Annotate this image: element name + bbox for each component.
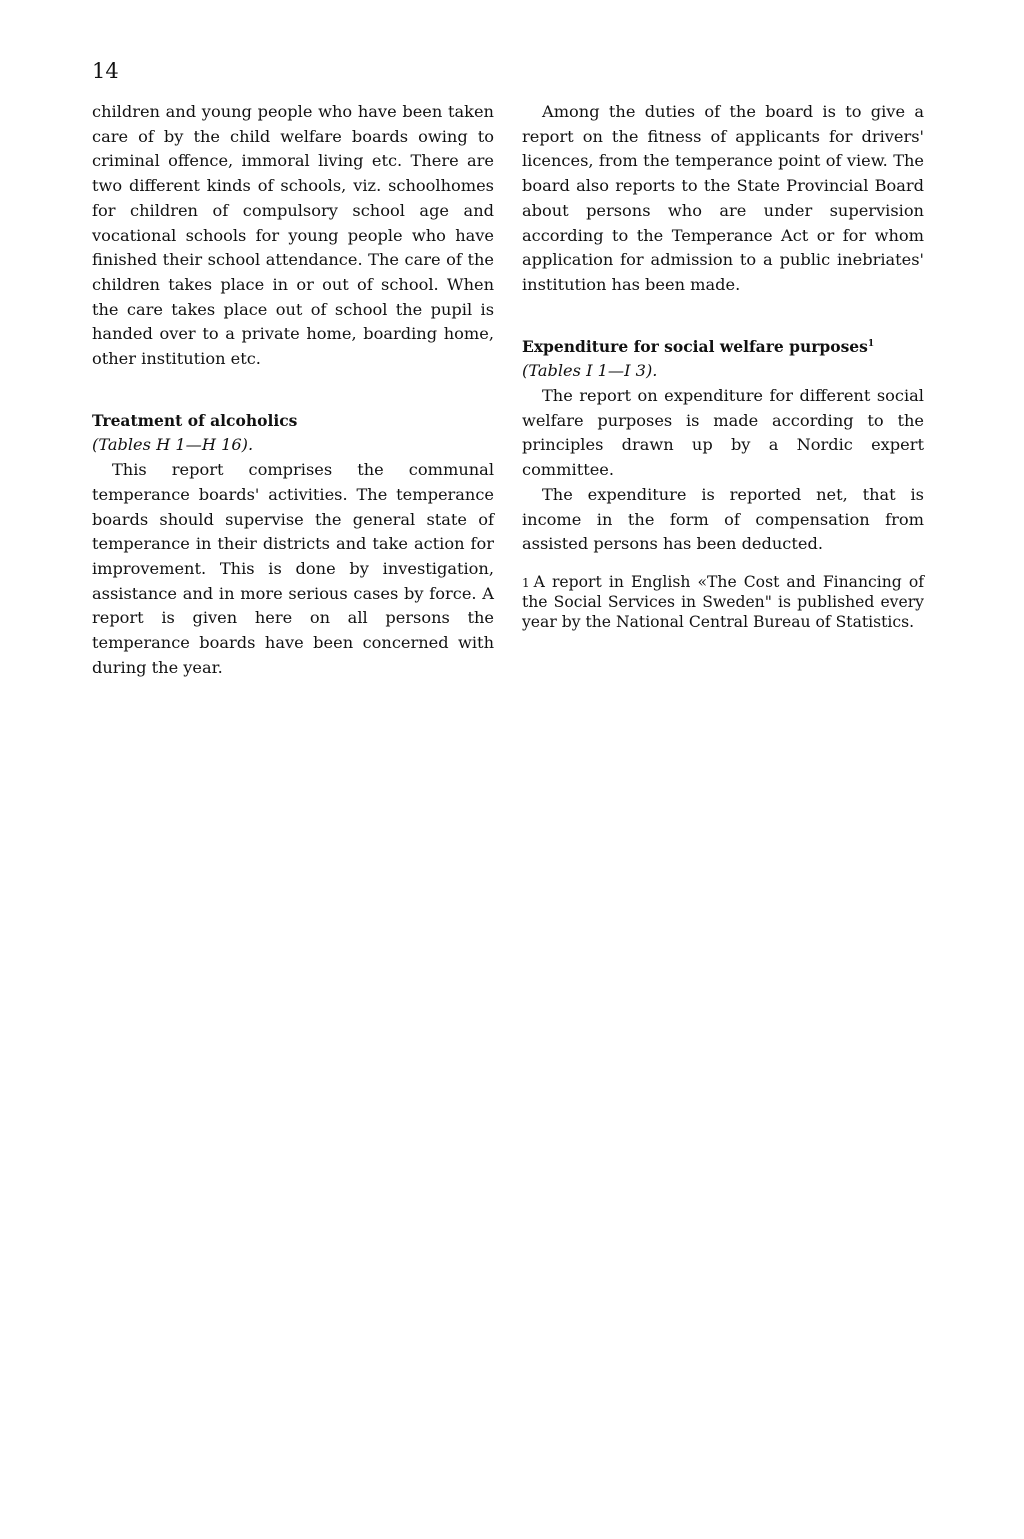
- expenditure-section: [522, 335, 924, 557]
- alcoholics-paragraph: This report comprises the communal temperance boards' activities. The temperance boards should supervise the general state of temperance in their districts and take action for improvement. This is done by investigation, assistance and in more serious cases by force. A report is given here on all persons the temperance boards have been concerned with during the year.: [92, 460, 494, 677]
- expenditure-heading-text: Expenditure for social welfare purposes: [522, 336, 868, 356]
- intro-paragraph: children and young people who have been taken care of by the child welfare boards owing to criminal offence, immoral living etc. There are two different kinds of schools, viz. schoolhomes for children of compulsory school age and vocational schools for young people who have finished their school attendance. The care of the children takes place in or out of school. When the care takes place out of school the pupil is handed over to a private home, boarding home, other institution etc.: [92, 102, 494, 369]
- footnote-spacer: [522, 557, 924, 565]
- footnote-mark: 1: [522, 575, 530, 590]
- expenditure-paragraph-2: The expenditure is reported net, that is income in the form of compensation from assisted persons has been deducted.: [522, 484, 924, 554]
- left-column: [92, 100, 494, 680]
- page-number: 14: [92, 59, 119, 83]
- expenditure-tables-ref: (Tables I 1—I 3).: [522, 361, 658, 381]
- board-paragraph: Among the duties of the board is to give a report on the fitness of applicants for drivers' licences, from the temperance point of view. The board also reports to the State Provincial Board about persons who are under supervision according to the Temperance Act or for whom application for admission to a public inebriates' institution has been made.: [522, 102, 924, 294]
- alcoholics-heading: Treatment of alcoholics: [92, 410, 298, 430]
- footnote: [522, 573, 924, 633]
- right-column: [522, 100, 924, 632]
- alcoholics-tables-ref: (Tables H 1—H 16).: [92, 435, 254, 455]
- expenditure-paragraph-1: The report on expenditure for different social welfare purposes is made according to the principles drawn up by a Nordic expert committee.: [522, 386, 924, 480]
- section-spacer: [92, 372, 494, 409]
- expenditure-heading: [522, 335, 924, 360]
- alcoholics-section: [92, 409, 494, 681]
- footnote-text: A report in English «The Cost and Financing of the Social Services in Sweden" is published every year by the National Central Bureau of Statistics.: [522, 572, 924, 631]
- section-spacer: [522, 298, 924, 335]
- footnote-spacer: [522, 565, 924, 573]
- expenditure-footnote-mark: 1: [867, 338, 875, 349]
